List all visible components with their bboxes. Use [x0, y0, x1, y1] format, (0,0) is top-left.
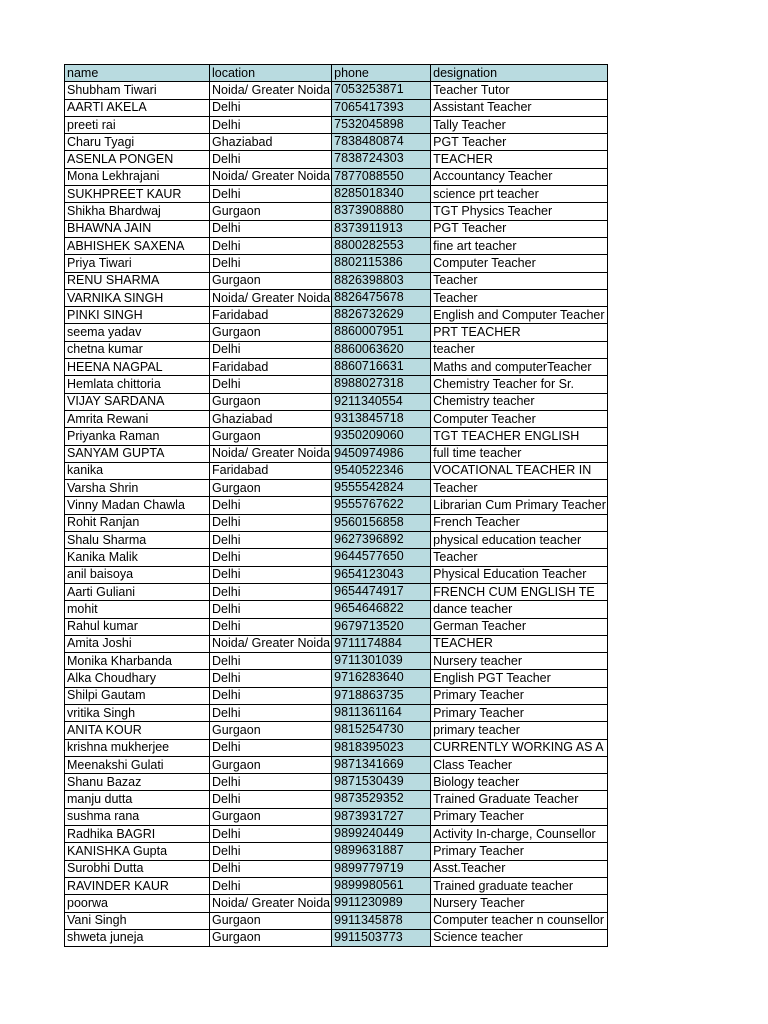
cell-location[interactable]: Ghaziabad: [210, 410, 332, 427]
cell-designation[interactable]: CURRENTLY WORKING AS A: [431, 739, 608, 756]
table-row: [65, 324, 608, 341]
cell-name[interactable]: Alka Choudhary: [65, 670, 210, 687]
cell-designation[interactable]: Teacher: [431, 480, 608, 497]
cell-location[interactable]: Delhi: [210, 826, 332, 843]
table-row: [65, 480, 608, 497]
table-row: [65, 704, 608, 721]
cell-name[interactable]: RENU SHARMA: [65, 272, 210, 289]
cell-name[interactable]: Meenakshi Gulati: [65, 756, 210, 773]
cell-phone[interactable]: 8285018340: [332, 186, 431, 203]
cell-designation[interactable]: Teacher Tutor: [431, 82, 608, 99]
cell-location[interactable]: Delhi: [210, 791, 332, 808]
table-row: [65, 722, 608, 739]
cell-name[interactable]: Charu Tyagi: [65, 134, 210, 151]
cell-name[interactable]: preeti rai: [65, 116, 210, 133]
cell-phone[interactable]: 9718863735: [332, 687, 431, 704]
cell-designation[interactable]: Trained Graduate Teacher: [431, 791, 608, 808]
cell-location[interactable]: Delhi: [210, 237, 332, 254]
table-row: [65, 410, 608, 427]
table-row: [65, 877, 608, 894]
table-row: [65, 82, 608, 99]
cell-name[interactable]: Kanika Malik: [65, 549, 210, 566]
cell-name[interactable]: BHAWNA JAIN: [65, 220, 210, 237]
table-row: [65, 739, 608, 756]
table-row: [65, 168, 608, 185]
cell-name[interactable]: ABHISHEK SAXENA: [65, 237, 210, 254]
cell-designation[interactable]: Chemistry teacher: [431, 393, 608, 410]
cell-name[interactable]: Radhika BAGRI: [65, 826, 210, 843]
table-row: [65, 99, 608, 116]
cell-designation[interactable]: physical education teacher: [431, 532, 608, 549]
cell-designation[interactable]: Trained graduate teacher: [431, 877, 608, 894]
cell-phone[interactable]: 8826475678: [332, 289, 431, 306]
cell-location[interactable]: Delhi: [210, 583, 332, 600]
cell-name[interactable]: poorwa: [65, 895, 210, 912]
cell-location[interactable]: Gurgaon: [210, 912, 332, 929]
cell-location[interactable]: Noida/ Greater Noida: [210, 445, 332, 462]
cell-location[interactable]: Delhi: [210, 653, 332, 670]
cell-location[interactable]: Delhi: [210, 877, 332, 894]
cell-location[interactable]: Faridabad: [210, 307, 332, 324]
cell-name[interactable]: Vani Singh: [65, 912, 210, 929]
cell-phone[interactable]: 9815254730: [332, 722, 431, 739]
table-row: [65, 566, 608, 583]
cell-name[interactable]: ANITA KOUR: [65, 722, 210, 739]
table-row: [65, 653, 608, 670]
cell-designation[interactable]: Chemistry Teacher for Sr.: [431, 376, 608, 393]
cell-location[interactable]: Delhi: [210, 549, 332, 566]
cell-designation[interactable]: Computer Teacher: [431, 255, 608, 272]
cell-phone[interactable]: 7838480874: [332, 134, 431, 151]
cell-designation[interactable]: Activity In-charge, Counsellor: [431, 826, 608, 843]
cell-phone[interactable]: 8860007951: [332, 324, 431, 341]
cell-phone[interactable]: 9450974986: [332, 445, 431, 462]
cell-location[interactable]: Delhi: [210, 186, 332, 203]
cell-designation[interactable]: Librarian Cum Primary Teacher: [431, 497, 608, 514]
cell-location[interactable]: Delhi: [210, 670, 332, 687]
cell-phone[interactable]: 8826732629: [332, 307, 431, 324]
table-row: [65, 272, 608, 289]
cell-designation[interactable]: teacher: [431, 341, 608, 358]
table-row: [65, 532, 608, 549]
cell-location[interactable]: Faridabad: [210, 359, 332, 376]
cell-designation[interactable]: Assistant Teacher: [431, 99, 608, 116]
cell-phone[interactable]: 9313845718: [332, 410, 431, 427]
cell-designation[interactable]: Teacher: [431, 272, 608, 289]
cell-phone[interactable]: 9899240449: [332, 826, 431, 843]
cell-phone[interactable]: 8800282553: [332, 237, 431, 254]
cell-phone[interactable]: 8826398803: [332, 272, 431, 289]
table-row: [65, 670, 608, 687]
cell-location[interactable]: Gurgaon: [210, 929, 332, 946]
cell-designation[interactable]: German Teacher: [431, 618, 608, 635]
cell-designation[interactable]: Maths and computerTeacher: [431, 359, 608, 376]
table-row: [65, 860, 608, 877]
cell-phone[interactable]: 9555542824: [332, 480, 431, 497]
cell-location[interactable]: Gurgaon: [210, 203, 332, 220]
table-row: [65, 289, 608, 306]
cell-location[interactable]: Noida/ Greater Noida: [210, 289, 332, 306]
cell-phone[interactable]: 9654123043: [332, 566, 431, 583]
cell-location[interactable]: Delhi: [210, 618, 332, 635]
cell-name[interactable]: VARNIKA SINGH: [65, 289, 210, 306]
table-row: [65, 376, 608, 393]
header-row: [65, 65, 608, 82]
table-row: [65, 445, 608, 462]
cell-location[interactable]: Delhi: [210, 566, 332, 583]
cell-name[interactable]: SANYAM GUPTA: [65, 445, 210, 462]
table-body: [65, 82, 608, 947]
cell-designation[interactable]: science prt teacher: [431, 186, 608, 203]
cell-name[interactable]: Shilpi Gautam: [65, 687, 210, 704]
cell-name[interactable]: krishna mukherjee: [65, 739, 210, 756]
cell-phone[interactable]: 9911345878: [332, 912, 431, 929]
cell-phone[interactable]: 8860716631: [332, 359, 431, 376]
cell-name[interactable]: kanika: [65, 462, 210, 479]
cell-designation[interactable]: TGT TEACHER ENGLISH: [431, 428, 608, 445]
cell-phone[interactable]: 8373908880: [332, 203, 431, 220]
cell-designation[interactable]: English PGT Teacher: [431, 670, 608, 687]
table-row: [65, 808, 608, 825]
cell-designation[interactable]: Teacher: [431, 549, 608, 566]
cell-name[interactable]: Shikha Bhardwaj: [65, 203, 210, 220]
cell-name[interactable]: AARTI AKELA: [65, 99, 210, 116]
cell-name[interactable]: PINKI SINGH: [65, 307, 210, 324]
cell-phone[interactable]: 9211340554: [332, 393, 431, 410]
cell-designation[interactable]: Physical Education Teacher: [431, 566, 608, 583]
cell-location[interactable]: Delhi: [210, 514, 332, 531]
cell-designation[interactable]: Primary Teacher: [431, 704, 608, 721]
cell-location[interactable]: Noida/ Greater Noida: [210, 635, 332, 652]
cell-name[interactable]: Amita Joshi: [65, 635, 210, 652]
cell-phone[interactable]: 9644577650: [332, 549, 431, 566]
cell-designation[interactable]: Primary Teacher: [431, 843, 608, 860]
cell-name[interactable]: Shubham Tiwari: [65, 82, 210, 99]
header-location[interactable]: location: [210, 65, 332, 82]
cell-name[interactable]: Shanu Bazaz: [65, 774, 210, 791]
cell-phone[interactable]: 9555767622: [332, 497, 431, 514]
cell-designation[interactable]: PRT TEACHER: [431, 324, 608, 341]
table-row: [65, 462, 608, 479]
table-row: [65, 203, 608, 220]
table-row: [65, 601, 608, 618]
cell-location[interactable]: Gurgaon: [210, 272, 332, 289]
cell-phone[interactable]: 9679713520: [332, 618, 431, 635]
cell-location[interactable]: Gurgaon: [210, 808, 332, 825]
cell-location[interactable]: Gurgaon: [210, 428, 332, 445]
cell-name[interactable]: VIJAY SARDANA: [65, 393, 210, 410]
table-row: [65, 186, 608, 203]
cell-location[interactable]: Delhi: [210, 151, 332, 168]
cell-location[interactable]: Delhi: [210, 843, 332, 860]
cell-phone[interactable]: 9873931727: [332, 808, 431, 825]
cell-designation[interactable]: TEACHER: [431, 635, 608, 652]
cell-designation[interactable]: PGT Teacher: [431, 134, 608, 151]
table-row: [65, 549, 608, 566]
cell-designation[interactable]: Biology teacher: [431, 774, 608, 791]
cell-designation[interactable]: FRENCH CUM ENGLISH TE: [431, 583, 608, 600]
cell-name[interactable]: anil baisoya: [65, 566, 210, 583]
cell-phone[interactable]: 9716283640: [332, 670, 431, 687]
cell-designation[interactable]: English and Computer Teacher: [431, 307, 608, 324]
cell-location[interactable]: Delhi: [210, 376, 332, 393]
cell-location[interactable]: Delhi: [210, 739, 332, 756]
cell-designation[interactable]: Asst.Teacher: [431, 860, 608, 877]
table-row: [65, 341, 608, 358]
cell-phone[interactable]: 9811361164: [332, 704, 431, 721]
cell-name[interactable]: Priyanka Raman: [65, 428, 210, 445]
cell-phone[interactable]: 9871530439: [332, 774, 431, 791]
cell-designation[interactable]: Computer teacher n counsellor: [431, 912, 608, 929]
cell-name[interactable]: Shalu Sharma: [65, 532, 210, 549]
cell-phone[interactable]: 8373911913: [332, 220, 431, 237]
table-row: [65, 514, 608, 531]
table-row: [65, 618, 608, 635]
cell-phone[interactable]: 7532045898: [332, 116, 431, 133]
cell-phone[interactable]: 8988027318: [332, 376, 431, 393]
table-row: [65, 912, 608, 929]
cell-phone[interactable]: 9627396892: [332, 532, 431, 549]
table-row: [65, 843, 608, 860]
cell-name[interactable]: Priya Tiwari: [65, 255, 210, 272]
header-phone[interactable]: phone: [332, 65, 431, 82]
cell-location[interactable]: Faridabad: [210, 462, 332, 479]
table-row: [65, 635, 608, 652]
cell-phone[interactable]: 8802115386: [332, 255, 431, 272]
cell-designation[interactable]: TGT Physics Teacher: [431, 203, 608, 220]
cell-phone[interactable]: 9711174884: [332, 635, 431, 652]
cell-location[interactable]: Delhi: [210, 601, 332, 618]
cell-designation[interactable]: Teacher: [431, 289, 608, 306]
cell-designation[interactable]: PGT Teacher: [431, 220, 608, 237]
cell-location[interactable]: Delhi: [210, 220, 332, 237]
cell-name[interactable]: RAVINDER KAUR: [65, 877, 210, 894]
cell-phone[interactable]: 9350209060: [332, 428, 431, 445]
cell-location[interactable]: Noida/ Greater Noida: [210, 82, 332, 99]
cell-phone[interactable]: 9540522346: [332, 462, 431, 479]
table-row: [65, 428, 608, 445]
cell-phone[interactable]: 7877088550: [332, 168, 431, 185]
cell-designation[interactable]: Computer Teacher: [431, 410, 608, 427]
cell-location[interactable]: Delhi: [210, 860, 332, 877]
cell-designation[interactable]: VOCATIONAL TEACHER IN: [431, 462, 608, 479]
table-row: [65, 359, 608, 376]
table-row: [65, 929, 608, 946]
cell-location[interactable]: Delhi: [210, 116, 332, 133]
header-designation[interactable]: designation: [431, 65, 608, 82]
table-row: [65, 134, 608, 151]
cell-designation[interactable]: Class Teacher: [431, 756, 608, 773]
cell-phone[interactable]: 9911230989: [332, 895, 431, 912]
cell-name[interactable]: chetna kumar: [65, 341, 210, 358]
cell-name[interactable]: Amrita Rewani: [65, 410, 210, 427]
cell-designation[interactable]: dance teacher: [431, 601, 608, 618]
cell-name[interactable]: SUKHPREET KAUR: [65, 186, 210, 203]
cell-name[interactable]: mohit: [65, 601, 210, 618]
table-row: [65, 151, 608, 168]
cell-designation[interactable]: TEACHER: [431, 151, 608, 168]
cell-name[interactable]: manju dutta: [65, 791, 210, 808]
table-row: [65, 307, 608, 324]
cell-location[interactable]: Delhi: [210, 774, 332, 791]
cell-location[interactable]: Delhi: [210, 341, 332, 358]
cell-phone[interactable]: 9871341669: [332, 756, 431, 773]
table-row: [65, 826, 608, 843]
cell-phone[interactable]: 9560156858: [332, 514, 431, 531]
cell-name[interactable]: Surobhi Dutta: [65, 860, 210, 877]
table-row: [65, 497, 608, 514]
cell-designation[interactable]: primary teacher: [431, 722, 608, 739]
cell-name[interactable]: Varsha Shrin: [65, 480, 210, 497]
cell-name[interactable]: Rahul kumar: [65, 618, 210, 635]
cell-name[interactable]: Monika Kharbanda: [65, 653, 210, 670]
table-row: [65, 220, 608, 237]
cell-name[interactable]: Mona Lekhrajani: [65, 168, 210, 185]
cell-location[interactable]: Gurgaon: [210, 324, 332, 341]
cell-designation[interactable]: French Teacher: [431, 514, 608, 531]
table-row: [65, 116, 608, 133]
cell-designation[interactable]: full time teacher: [431, 445, 608, 462]
cell-location[interactable]: Gurgaon: [210, 393, 332, 410]
cell-phone[interactable]: 7065417393: [332, 99, 431, 116]
table-row: [65, 583, 608, 600]
cell-designation[interactable]: Nursery Teacher: [431, 895, 608, 912]
cell-location[interactable]: Delhi: [210, 532, 332, 549]
cell-name[interactable]: Hemlata chittoria: [65, 376, 210, 393]
cell-name[interactable]: sushma rana: [65, 808, 210, 825]
cell-name[interactable]: Aarti Guliani: [65, 583, 210, 600]
cell-phone[interactable]: 9818395023: [332, 739, 431, 756]
table-row: [65, 237, 608, 254]
cell-name[interactable]: ASENLA PONGEN: [65, 151, 210, 168]
cell-name[interactable]: vritika Singh: [65, 704, 210, 721]
cell-name[interactable]: seema yadav: [65, 324, 210, 341]
cell-phone[interactable]: 9911503773: [332, 929, 431, 946]
table-row: [65, 393, 608, 410]
cell-phone[interactable]: 7838724303: [332, 151, 431, 168]
table-row: [65, 255, 608, 272]
table-row: [65, 756, 608, 773]
cell-designation[interactable]: Tally Teacher: [431, 116, 608, 133]
cell-name[interactable]: shweta juneja: [65, 929, 210, 946]
cell-phone[interactable]: 9654646822: [332, 601, 431, 618]
cell-phone[interactable]: 9899779719: [332, 860, 431, 877]
table-row: [65, 687, 608, 704]
cell-location[interactable]: Delhi: [210, 255, 332, 272]
teacher-contacts-table: [64, 64, 608, 947]
table-row: [65, 895, 608, 912]
cell-name[interactable]: KANISHKA Gupta: [65, 843, 210, 860]
cell-phone[interactable]: 9654474917: [332, 583, 431, 600]
cell-designation[interactable]: fine art teacher: [431, 237, 608, 254]
cell-location[interactable]: Noida/ Greater Noida: [210, 895, 332, 912]
cell-designation[interactable]: Nursery teacher: [431, 653, 608, 670]
cell-name[interactable]: Rohit Ranjan: [65, 514, 210, 531]
cell-name[interactable]: Vinny Madan Chawla: [65, 497, 210, 514]
table-row: [65, 774, 608, 791]
cell-designation[interactable]: Science teacher: [431, 929, 608, 946]
table-row: [65, 791, 608, 808]
cell-location[interactable]: Gurgaon: [210, 722, 332, 739]
cell-name[interactable]: HEENA NAGPAL: [65, 359, 210, 376]
cell-location[interactable]: Delhi: [210, 99, 332, 116]
cell-location[interactable]: Noida/ Greater Noida: [210, 168, 332, 185]
cell-designation[interactable]: Primary Teacher: [431, 808, 608, 825]
cell-phone[interactable]: 9899980561: [332, 877, 431, 894]
cell-phone[interactable]: 7053253871: [332, 82, 431, 99]
cell-location[interactable]: Delhi: [210, 687, 332, 704]
cell-designation[interactable]: Primary Teacher: [431, 687, 608, 704]
cell-location[interactable]: Gurgaon: [210, 480, 332, 497]
cell-phone[interactable]: 9711301039: [332, 653, 431, 670]
cell-location[interactable]: Gurgaon: [210, 756, 332, 773]
cell-designation[interactable]: Accountancy Teacher: [431, 168, 608, 185]
cell-phone[interactable]: 9873529352: [332, 791, 431, 808]
header-name[interactable]: name: [65, 65, 210, 82]
cell-location[interactable]: Delhi: [210, 497, 332, 514]
cell-location[interactable]: Ghaziabad: [210, 134, 332, 151]
cell-location[interactable]: Delhi: [210, 704, 332, 721]
cell-phone[interactable]: 9899631887: [332, 843, 431, 860]
cell-phone[interactable]: 8860063620: [332, 341, 431, 358]
